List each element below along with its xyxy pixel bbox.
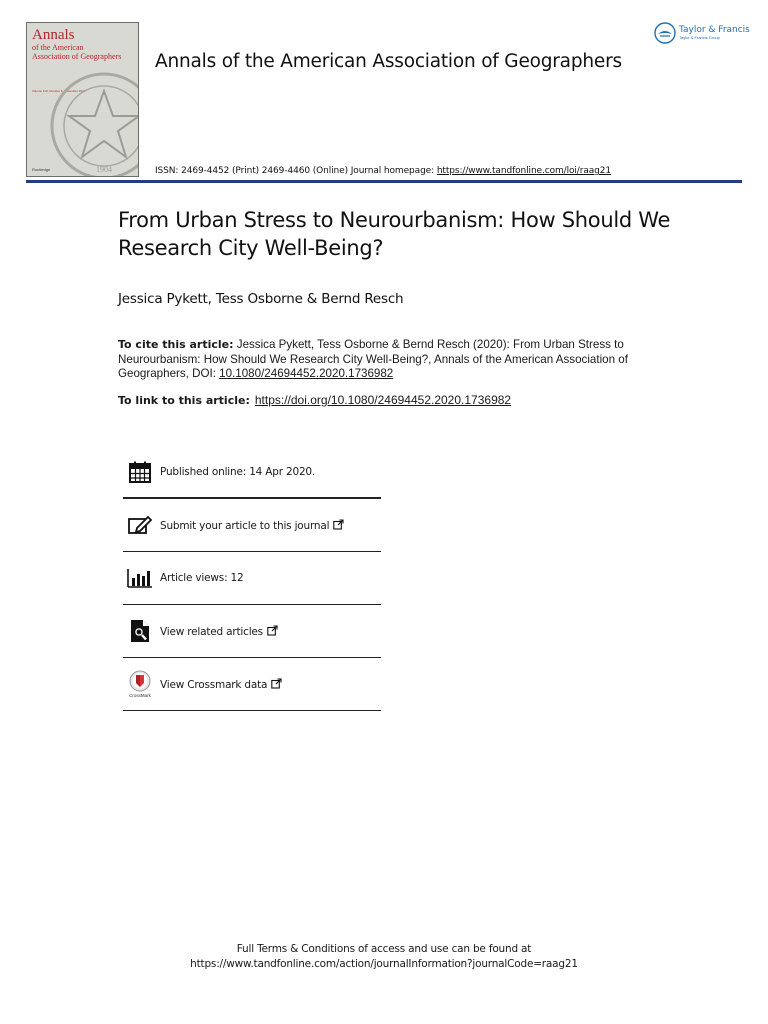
crossmark-icon-label: CrossMark — [129, 693, 151, 698]
cover-title-line1: Annals — [32, 27, 75, 43]
external-link-icon — [333, 519, 344, 530]
journal-title: Annals of the American Association of Geographers — [155, 51, 622, 72]
cover-issue-text: Volume 110, Number 6, November 2020 — [32, 89, 86, 93]
submit-article-link[interactable] — [160, 519, 344, 532]
published-online-text: Published online: 14 Apr 2020. — [160, 465, 316, 478]
cover-title-line2: of the American — [32, 43, 84, 52]
terms-footer — [0, 942, 768, 972]
related-articles-item[interactable] — [123, 605, 381, 658]
issn-line — [155, 166, 611, 176]
article-views-text: Article views: 12 — [160, 572, 244, 584]
bar-chart-icon — [127, 565, 153, 591]
cover-publisher-mark: Routledge — [32, 167, 51, 172]
cover-title-line3: Association of Geographers — [32, 52, 122, 61]
published-online-item — [123, 446, 381, 499]
taylor-francis-logo[interactable] — [654, 22, 750, 44]
cover-title — [32, 28, 121, 61]
seal-icon — [49, 71, 139, 177]
related-articles-label: View related articles — [160, 625, 263, 638]
calendar-icon — [127, 459, 153, 485]
footer-line1: Full Terms & Conditions of access and use can be found at — [236, 943, 532, 955]
publisher-sub: Taylor & Francis Group — [679, 34, 720, 40]
cite-label: To cite this article: — [118, 338, 234, 351]
submit-article-item[interactable] — [123, 499, 381, 552]
article-info-list — [123, 446, 381, 711]
header-divider — [26, 180, 742, 183]
article-url-link[interactable]: https://doi.org/10.1080/24694452.2020.1736982 — [254, 393, 512, 407]
crossmark-link[interactable] — [160, 678, 282, 691]
link-block — [118, 393, 511, 407]
publisher-name: Taylor & Francis — [679, 24, 750, 35]
external-link-icon — [271, 678, 282, 689]
article-authors: Jessica Pykett, Tess Osborne & Bernd Resch — [118, 291, 404, 307]
external-link-icon — [267, 625, 278, 636]
link-label: To link to this article: — [118, 394, 250, 407]
related-articles-link[interactable] — [160, 625, 278, 638]
journal-homepage-link[interactable]: https://www.tandfonline.com/loi/raag21 — [436, 166, 612, 176]
journal-cover-image — [26, 22, 139, 177]
article-views-item — [123, 552, 381, 605]
cite-text: Jessica Pykett, Tess Osborne & Bernd Resch (2020): From Urban Stress to Neurourbanism: How Should We Research City Well-Being?, Annals of the American Association of Geographers, DOI: — [118, 338, 628, 380]
doi-link[interactable]: 10.1080/24694452.2020.1736982 — [219, 367, 394, 380]
footer-terms-url[interactable]: https://www.tandfonline.com/action/journalInformation?journalCode=raag21 — [190, 958, 578, 970]
document-search-icon — [127, 618, 153, 644]
crossmark-icon — [127, 671, 153, 697]
publisher-icon — [654, 22, 676, 44]
article-title: From Urban Stress to Neurourbanism: How Should We Research City Well-Being? — [118, 208, 671, 260]
submit-article-label: Submit your article to this journal — [160, 519, 330, 532]
edit-icon — [127, 512, 153, 538]
issn-text: ISSN: 2469-4452 (Print) 2469-4460 (Online) Journal homepage: — [155, 166, 437, 176]
citation-block — [118, 338, 658, 382]
crossmark-item[interactable] — [123, 658, 381, 711]
seal-year: 1904 — [96, 165, 112, 174]
crossmark-label: View Crossmark data — [160, 678, 268, 691]
